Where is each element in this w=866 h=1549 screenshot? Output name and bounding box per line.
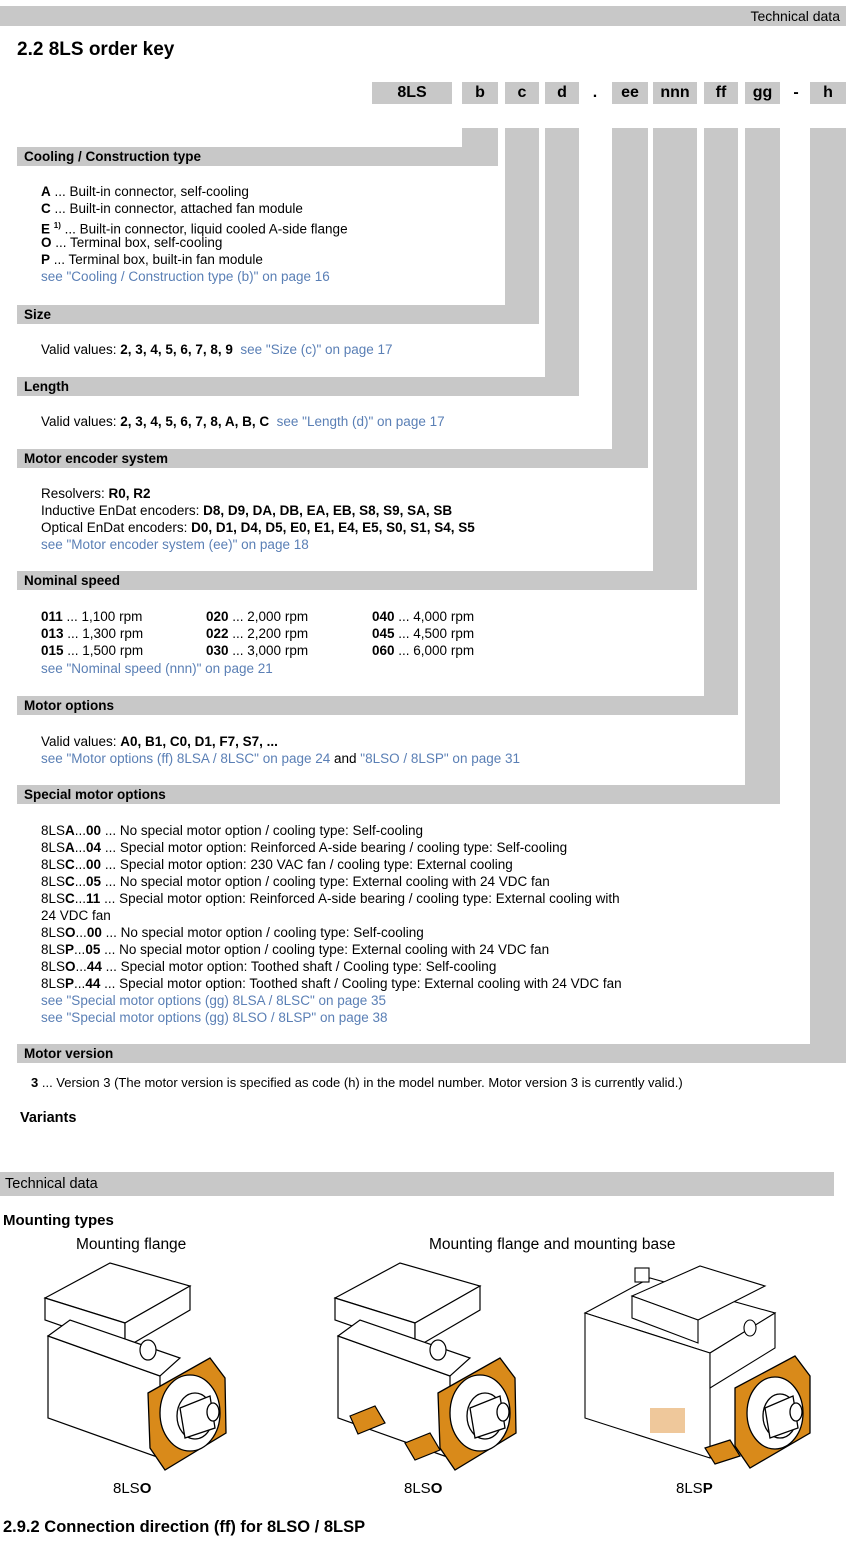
motor-label-3: 8LSP	[676, 1480, 713, 1497]
cooling-link[interactable]: see "Cooling / Construction type (b)" on page 16	[41, 269, 330, 284]
special-line: 8LSC...00 ... Special motor option: 230 VAC fan / cooling type: External cooling	[41, 857, 513, 872]
page-title: 2.2 8LS order key	[17, 39, 175, 60]
special-line: 8LSA...00 ... No special motor option / cooling type: Self-cooling	[41, 823, 423, 838]
motor-label-1: 8LSO	[113, 1480, 152, 1497]
options-links: see "Motor options (ff) 8LSA / 8LSC" on page 24 and "8LSO / 8LSP" on page 31	[41, 751, 520, 766]
connector-gg	[745, 128, 780, 804]
motor-label-2: 8LSO	[404, 1480, 443, 1497]
key-h: h	[810, 82, 846, 104]
cooling-item-o: O ... Terminal box, self-cooling	[41, 235, 223, 250]
encoder-inductive: Inductive EnDat encoders: D8, D9, DA, DB, EA, EB, S8, S9, SA, SB	[41, 503, 453, 518]
length-link[interactable]: see "Length (d)" on page 17	[276, 414, 445, 429]
special-line: 8LSC...05 ... No special motor option / cooling type: External cooling with 24 VDC fan	[41, 874, 550, 889]
key-b: b	[462, 82, 498, 104]
size-values: Valid values: 2, 3, 4, 5, 6, 7, 8, 9 see "Size (c)" on page 17	[41, 342, 393, 357]
special-line: 8LSO...44 ... Special motor option: Toothed shaft / Cooling type: Self-cooling	[41, 959, 497, 974]
cooling-item-p: P ... Terminal box, built-in fan module	[41, 252, 263, 267]
cooling-header: Cooling / Construction type	[17, 147, 498, 166]
options-link-8lso[interactable]: "8LSO / 8LSP" on page 31	[360, 751, 520, 766]
key-ee: ee	[612, 82, 648, 104]
speed-col-1: 011 ... 1,100 rpm 013 ... 1,300 rpm 015 ... 1,500 rpm	[41, 609, 144, 658]
cooling-item-c: C ... Built-in connector, attached fan module	[41, 201, 303, 216]
options-link-8lsa[interactable]: see "Motor options (ff) 8LSA / 8LSC" on page 24	[41, 751, 331, 766]
special-line: 8LSC...11 ... Special motor option: Reinforced A-side bearing / cooling type: External cooling with	[41, 891, 620, 906]
length-header: Length	[17, 377, 579, 396]
section2-bar	[0, 1172, 834, 1196]
key-c: c	[505, 82, 539, 104]
key-d: d	[545, 82, 579, 104]
motor-illustration-8lsp	[580, 1258, 820, 1473]
encoder-link[interactable]: see "Motor encoder system (ee)" on page 18	[41, 537, 309, 552]
key-ff: ff	[704, 82, 738, 104]
speed-col-2: 020 ... 2,000 rpm 022 ... 2,200 rpm 030 ... 3,000 rpm	[206, 609, 309, 658]
connector-d	[545, 128, 579, 396]
key-8ls: 8LS	[372, 82, 452, 104]
encoder-resolvers: Resolvers: R0, R2	[41, 486, 151, 501]
cooling-item-e: E $^{1)}$ ... Built-in connector, liquid cooled A-side flange	[41, 221, 348, 237]
motor-illustration-8lso-flange	[30, 1258, 240, 1473]
special-line: 8LSP...44 ... Special motor option: Toothed shaft / Cooling type: External cooling with 24 VDC fan	[41, 976, 622, 991]
options-values: Valid values: A0, B1, C0, D1, F7, S7, ...	[41, 734, 278, 749]
connector-nnn	[653, 128, 697, 590]
special-line: 24 VDC fan	[41, 908, 111, 923]
mounting-types-title: Mounting types	[3, 1212, 114, 1229]
key-gg: gg	[745, 82, 780, 104]
motor-illustration-8lso-base	[320, 1258, 530, 1473]
section2-label: Technical data	[5, 1176, 98, 1192]
length-values: Valid values: 2, 3, 4, 5, 6, 7, 8, A, B, C see "Length (d)" on page 17	[41, 414, 445, 429]
header-bar	[0, 6, 846, 26]
key-dash: -	[793, 84, 799, 101]
connector-c	[505, 128, 539, 324]
special-line: 8LSP...05 ... No special motor option / cooling type: External cooling with 24 VDC fan	[41, 942, 550, 957]
special-header: Special motor options	[17, 785, 780, 804]
encoder-header: Motor encoder system	[17, 449, 648, 468]
connector-ff	[704, 128, 738, 715]
speed-link[interactable]: see "Nominal speed (nnn)" on page 21	[41, 661, 273, 676]
variants-heading: Variants	[20, 1110, 77, 1126]
special-line: 8LSA...04 ... Special motor option: Reinforced A-side bearing / cooling type: Self-cooling	[41, 840, 568, 855]
label-mounting-flange-base: Mounting flange and mounting base	[429, 1236, 676, 1253]
special-link-8lsa[interactable]: see "Special motor options (gg) 8LSA / 8LSC" on page 35	[41, 993, 387, 1008]
encoder-optical: Optical EnDat encoders: D0, D1, D4, D5, E0, E1, E4, E5, S0, S1, S4, S5	[41, 520, 475, 535]
version-header: Motor version	[17, 1044, 846, 1063]
special-link-8lso[interactable]: see "Special motor options (gg) 8LSO / 8LSP" on page 38	[41, 1010, 388, 1025]
version-text: 3 ... Version 3 (The motor version is specified as code (h) in the model number. Motor version 3 is currently valid.)	[31, 1075, 683, 1090]
connection-direction-title: 2.9.2 Connection direction (ff) for 8LSO / 8LSP	[3, 1518, 366, 1536]
size-header: Size	[17, 305, 539, 324]
connector-h	[810, 128, 846, 1063]
label-mounting-flange: Mounting flange	[76, 1236, 187, 1253]
header-section-label: Technical data	[750, 8, 840, 24]
size-link[interactable]: see "Size (c)" on page 17	[240, 342, 393, 357]
speed-col-3: 040 ... 4,000 rpm 045 ... 4,500 rpm 060 ... 6,000 rpm	[372, 609, 475, 658]
cooling-item-a: A ... Built-in connector, self-cooling	[41, 184, 249, 199]
connector-ee	[612, 128, 648, 468]
speed-header: Nominal speed	[17, 571, 697, 590]
key-nnn: nnn	[653, 82, 697, 104]
special-line: 8LSO...00 ... No special motor option / cooling type: Self-cooling	[41, 925, 424, 940]
key-dot: .	[592, 84, 598, 101]
options-header: Motor options	[17, 696, 738, 715]
